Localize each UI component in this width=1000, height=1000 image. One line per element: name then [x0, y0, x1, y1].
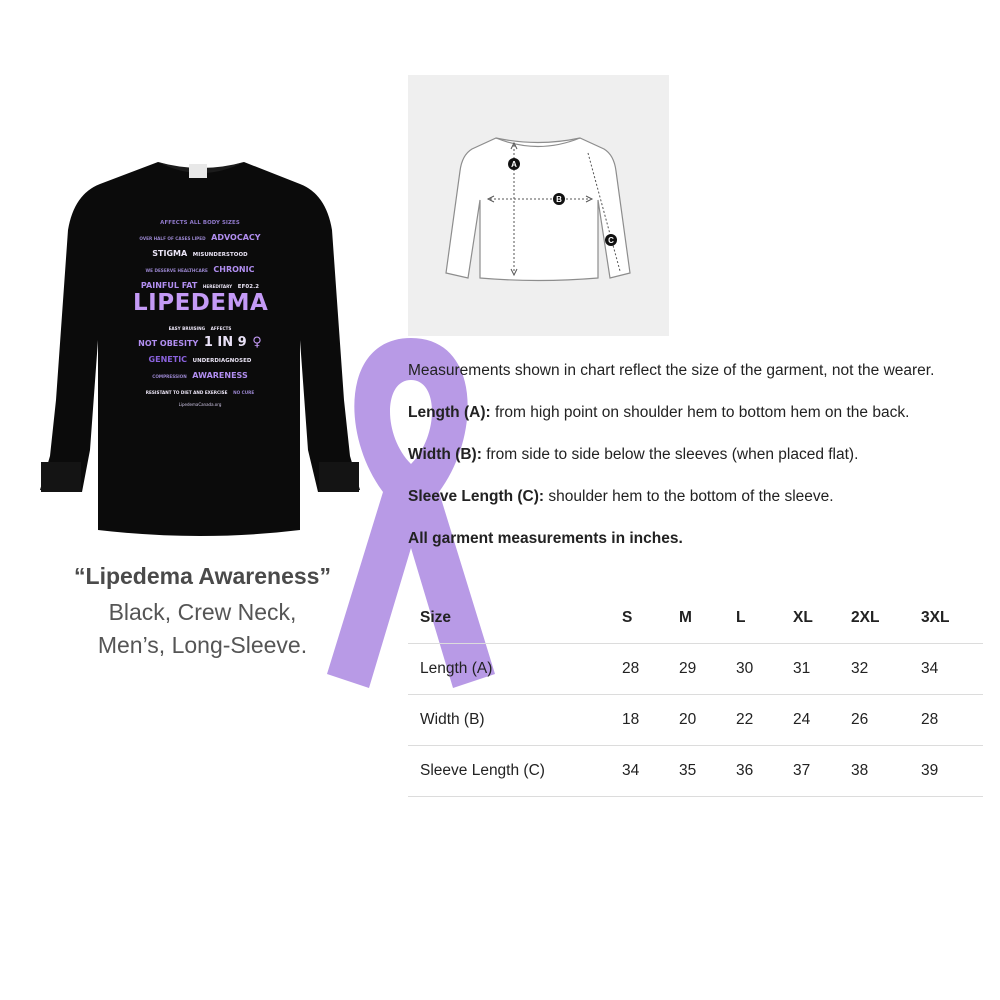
print-text: GENETIC: [148, 355, 188, 365]
print-text: UNDERDIAGNOSED: [192, 358, 252, 365]
print-text: EASY BRUISING: [168, 326, 206, 332]
print-text: MISUNDERSTOOD: [192, 252, 248, 259]
print-text: CHRONIC: [213, 265, 255, 275]
table-cell: 28: [921, 695, 983, 746]
print-text: RESISTANT TO DIET AND EXERCISE: [145, 390, 228, 396]
print-headline: LIPEDEMA: [133, 290, 269, 317]
print-text: OVER HALF OF CASES LIPED: [139, 236, 206, 242]
width-note-text: from side to side below the sleeves (when placed flat).: [481, 446, 859, 463]
print-text: AFFECTS: [210, 326, 232, 332]
intro-text: Measurements shown in chart reflect the size of the garment, not the wearer.: [408, 362, 935, 379]
column-header: S: [622, 592, 679, 644]
column-header: 2XL: [851, 592, 921, 644]
table-cell: 39: [921, 746, 983, 797]
print-text: 1 IN 9: [203, 335, 247, 351]
table-cell: 18: [622, 695, 679, 746]
table-cell: 34: [622, 746, 679, 797]
print-text: AFFECTS ALL BODY SIZES: [160, 220, 240, 226]
measurement-diagram: [408, 75, 669, 336]
print-text: HEREDITARY: [202, 284, 233, 290]
product-title: “Lipedema Awareness”: [74, 563, 331, 589]
column-header: 3XL: [921, 592, 983, 644]
table-cell: 32: [851, 644, 921, 695]
table-cell: 29: [679, 644, 736, 695]
width-note: [408, 442, 993, 467]
table-cell: 38: [851, 746, 921, 797]
print-text: WE DESERVE HEALTHCARE: [145, 268, 208, 274]
print-text: ADVOCACY: [211, 233, 261, 243]
marker-a-label: A: [511, 160, 517, 169]
table-cell: 30: [736, 644, 793, 695]
shirt-outline-diagram: [408, 75, 669, 336]
table-cell: 31: [793, 644, 851, 695]
print-text: COMPRESSION: [152, 374, 187, 380]
row-label: Width (B): [408, 695, 622, 746]
table-header-row: [408, 592, 983, 644]
product-description-line: Black, Crew Neck,: [108, 599, 297, 625]
table-cell: 20: [679, 695, 736, 746]
sleeve-note-text: shoulder hem to the bottom of the sleeve.: [544, 488, 834, 505]
size-chart-table: [408, 592, 983, 797]
length-note: [408, 400, 993, 425]
print-text: AWARENESS: [192, 371, 248, 381]
print-text: STIGMA: [152, 249, 188, 259]
column-header: L: [736, 592, 793, 644]
print-text: EF02.2: [237, 284, 260, 291]
table-cell: 35: [679, 746, 736, 797]
table-cell: 26: [851, 695, 921, 746]
length-note-text: from high point on shoulder hem to bottom hem on the back.: [490, 404, 910, 421]
table-cell: 24: [793, 695, 851, 746]
product-description-line: Men’s, Long-Sleeve.: [97, 632, 308, 658]
column-header: Size: [408, 592, 622, 644]
print-text: NO CURE: [233, 390, 255, 396]
table-cell: 34: [921, 644, 983, 695]
product-caption: [30, 563, 375, 662]
column-header: XL: [793, 592, 851, 644]
table-cell: 36: [736, 746, 793, 797]
table-row: [408, 695, 983, 746]
table-cell: 37: [793, 746, 851, 797]
print-text: NOT OBESITY: [138, 339, 199, 349]
row-label: Sleeve Length (C): [408, 746, 622, 797]
row-label: Length (A): [408, 644, 622, 695]
sleeve-note-label: Sleeve Length (C):: [408, 488, 545, 505]
product-image: [38, 150, 364, 542]
table-row: [408, 746, 983, 797]
female-symbol-icon: ♀: [252, 335, 262, 351]
units-note-text: All garment measurements in inches.: [408, 530, 683, 547]
table-row: [408, 644, 983, 695]
marker-b-label: B: [556, 195, 562, 204]
units-note: [408, 526, 993, 551]
table-cell: 22: [736, 695, 793, 746]
measurement-notes: [408, 358, 993, 551]
length-note-label: Length (A):: [408, 404, 491, 421]
shirt-print: [133, 220, 267, 407]
column-header: M: [679, 592, 736, 644]
sleeve-note: [408, 484, 993, 509]
width-note-label: Width (B):: [408, 446, 482, 463]
marker-c-label: C: [608, 236, 614, 245]
print-url: LipedemaCanada.org: [178, 402, 222, 408]
print-text: PAINFUL FAT: [140, 281, 198, 291]
table-cell: 28: [622, 644, 679, 695]
